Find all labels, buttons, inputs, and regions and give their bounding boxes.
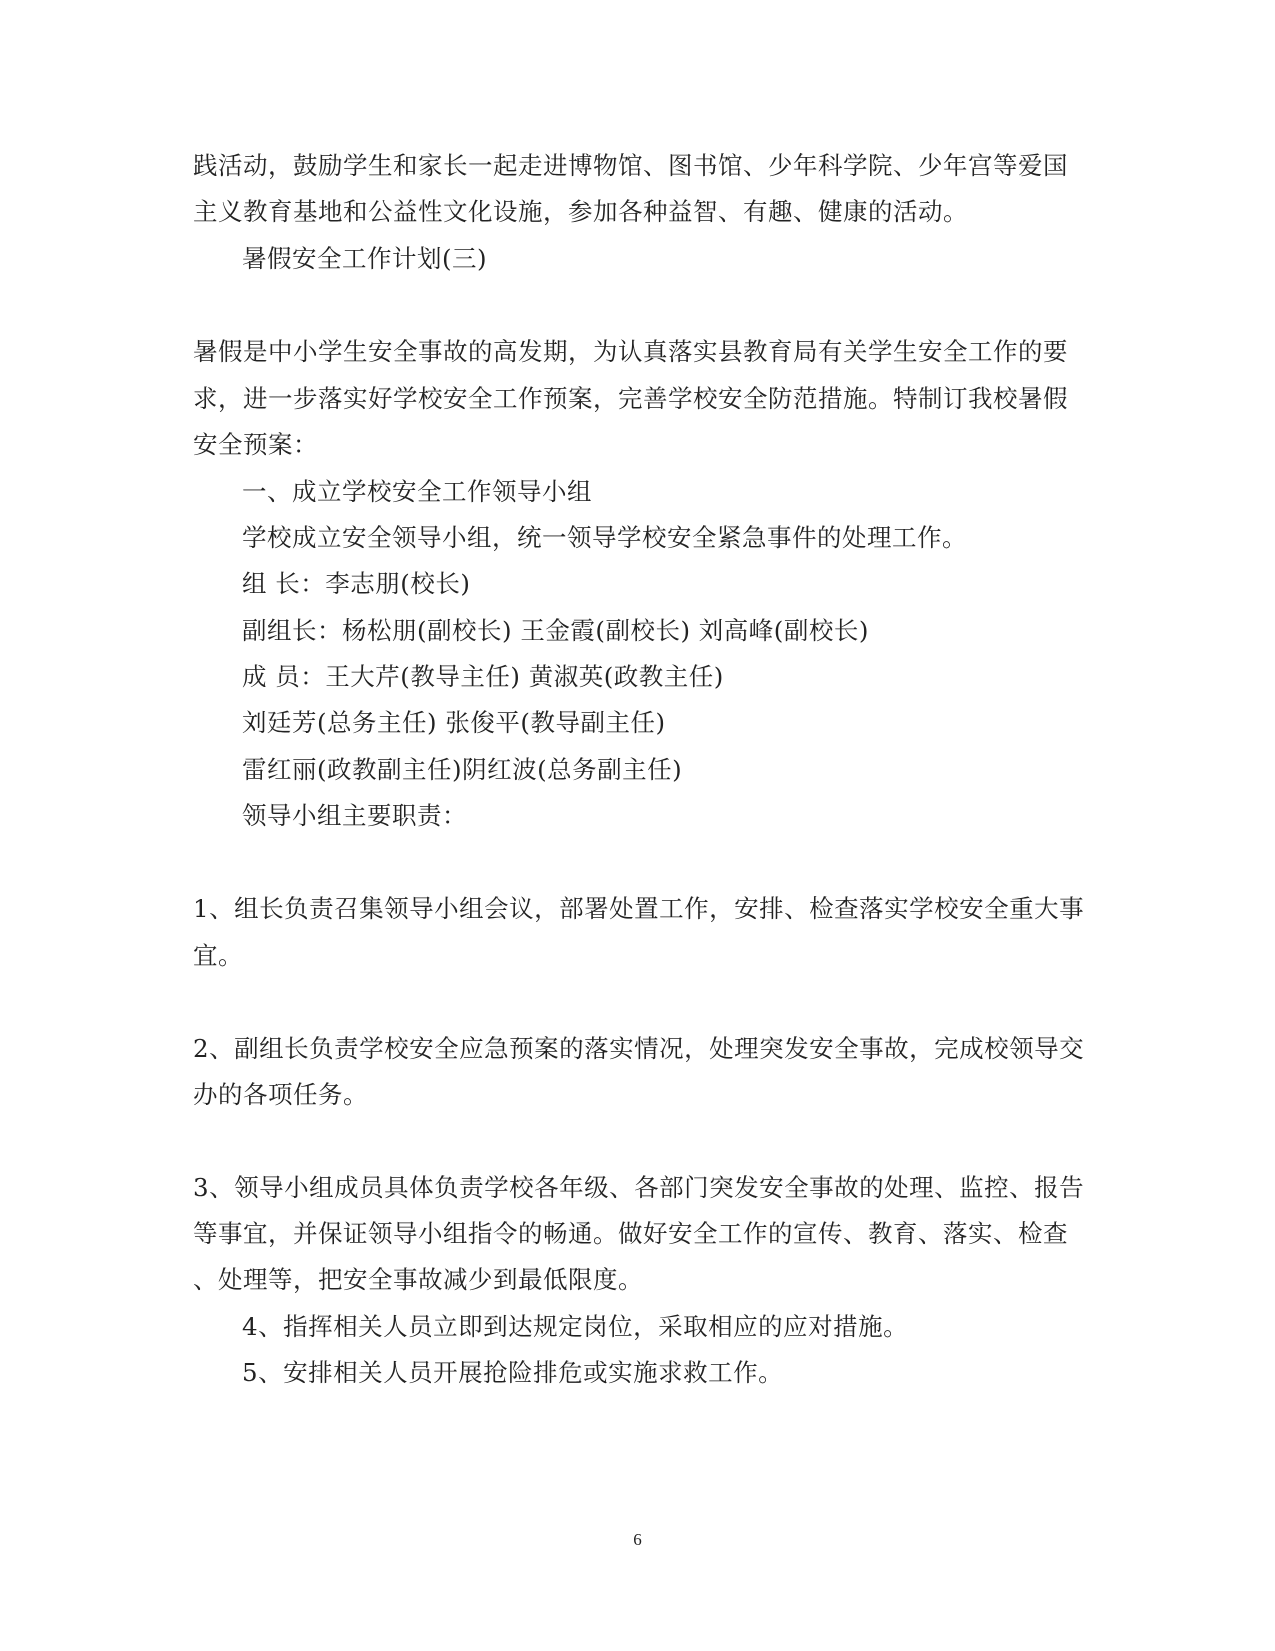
text-line: 暑假是中小学生安全事故的高发期，为认真落实县教育局有关学生安全工作的要 bbox=[193, 337, 1068, 366]
text-line: 刘廷芳(总务主任) 张俊平(教导副主任) bbox=[242, 708, 666, 737]
text-line: 求，进一步落实好学校安全工作预案，完善学校安全防范措施。特制订我校暑假 bbox=[193, 384, 1068, 413]
page-number: 6 bbox=[633, 1530, 642, 1549]
text-line: 组 长：李志朋(校长) bbox=[242, 569, 471, 598]
section-heading: 暑假安全工作计划(三) bbox=[242, 244, 488, 273]
list-item: 1、组长负责召集领导小组会议，部署处置工作，安排、检查落实学校安全重大事 bbox=[193, 894, 1085, 923]
text-line: 办的各项任务。 bbox=[193, 1080, 368, 1109]
text-line: 领导小组主要职责： bbox=[242, 801, 467, 830]
text-line: 主义教育基地和公益性文化设施，参加各种益智、有趣、健康的活动。 bbox=[193, 197, 968, 226]
text-line: 成 员：王大芹(教导主任) 黄淑英(政教主任) bbox=[242, 662, 724, 691]
list-item: 4、指挥相关人员立即到达规定岗位，采取相应的应对措施。 bbox=[242, 1312, 909, 1341]
list-item: 2、副组长负责学校安全应急预案的落实情况，处理突发安全事故，完成校领导交 bbox=[193, 1034, 1085, 1063]
text-line: 宜。 bbox=[193, 941, 243, 970]
text-line: 、处理等，把安全事故减少到最低限度。 bbox=[193, 1265, 643, 1294]
list-item: 3、领导小组成员具体负责学校各年级、各部门突发安全事故的处理、监控、报告 bbox=[193, 1173, 1085, 1202]
text-line: 学校成立安全领导小组，统一领导学校安全紧急事件的处理工作。 bbox=[242, 523, 967, 552]
text-line: 副组长：杨松朋(副校长) 王金霞(副校长) 刘高峰(副校长) bbox=[242, 616, 869, 645]
text-line: 践活动，鼓励学生和家长一起走进博物馆、图书馆、少年科学院、少年宫等爱国 bbox=[193, 151, 1068, 180]
text-line: 雷红丽(政教副主任)阴红波(总务副主任) bbox=[242, 755, 683, 784]
text-line: 安全预案： bbox=[193, 430, 318, 459]
subsection-heading: 一、成立学校安全工作领导小组 bbox=[242, 477, 592, 506]
list-item: 5、安排相关人员开展抢险排危或实施求救工作。 bbox=[242, 1358, 784, 1387]
text-line: 等事宜，并保证领导小组指令的畅通。做好安全工作的宣传、教育、落实、检查 bbox=[193, 1219, 1068, 1248]
